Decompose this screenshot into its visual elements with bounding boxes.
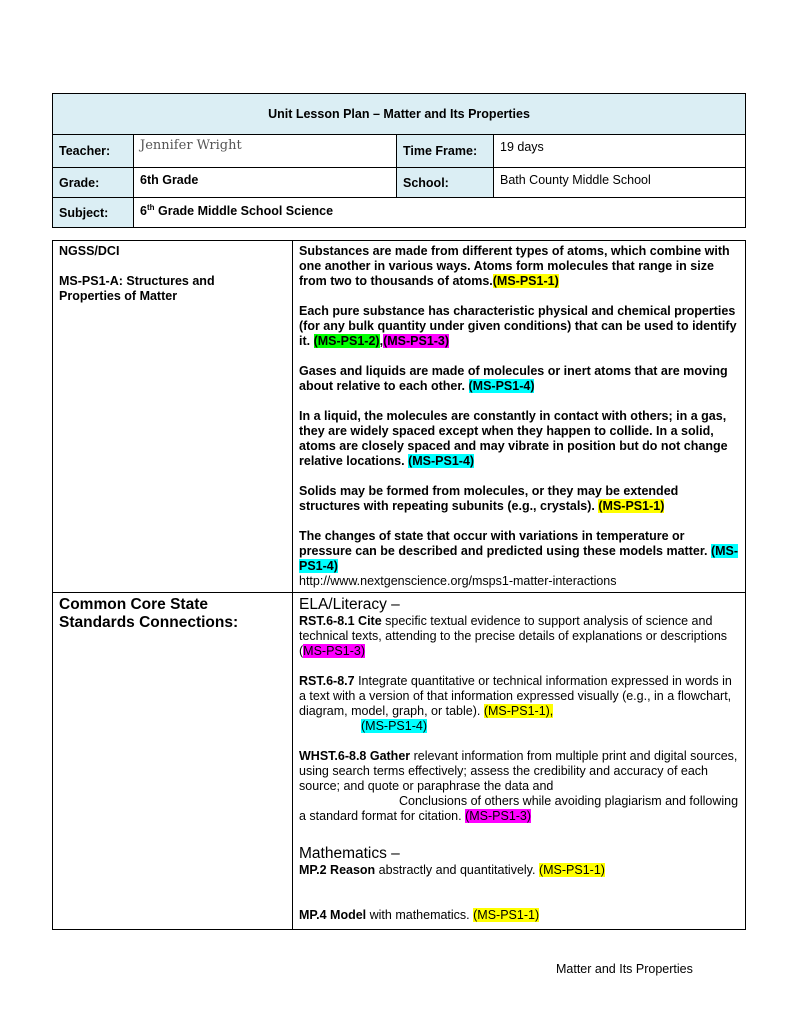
page-footer: Matter and Its Properties: [556, 962, 693, 976]
whst8-continued: Conclusions of others while avoiding plagiarism and following a standard format for citation. (MS-PS1-3): [299, 794, 739, 823]
ela-heading: ELA/Literacy –: [299, 596, 400, 613]
ngss-paragraph-5: Solids may be formed from molecules, or they may be extended structures with repeating subunits (e.g., crystals). (MS-PS1-1): [299, 484, 679, 513]
rst7-standard: RST.6-8.7 Integrate quantitative or technical information expressed in words in a text with a version of that information expressed visually (e.g., in a flowchart, diagram, model, graph, or table). (MS-PS1-1),: [299, 674, 732, 718]
mp2-standard: MP.2 Reason abstractly and quantitatively. (MS-PS1-1): [299, 863, 605, 877]
school-value: Bath County Middle School: [494, 168, 746, 198]
ngss-paragraph-4: In a liquid, the molecules are constantly in contact with others; in a gas, they are widely spaced except when they happen to collide. In a solid, atoms are closely spaced and may vibrate in position but do not change relative locations. (MS-PS1-4): [299, 409, 728, 468]
rst7-tag-line: [299, 719, 739, 734]
document-title: Unit Lesson Plan – Matter and Its Properties: [53, 94, 746, 135]
standard-tag: (MS-PS1-3): [383, 334, 450, 348]
whst8-standard: WHST.6-8.8 Gather relevant information from multiple print and digital sources, using search terms effectively; assess the credibility and accuracy of each source; and quote or paraphrase the data and: [299, 749, 738, 793]
mp4-standard: MP.4 Model with mathematics. (MS-PS1-1): [299, 908, 540, 922]
timeframe-label: Time Frame:: [397, 135, 494, 168]
standard-tag: (MS-PS1-1): [538, 863, 605, 877]
ngss-paragraph-2: Each pure substance has characteristic physical and chemical properties (for any bulk quantity under given conditions) that can be used to identify it. (MS-PS1-2),(MS-PS1-3): [299, 304, 737, 348]
standards-table: [52, 240, 746, 930]
ngss-paragraph-6: The changes of state that occur with variations in temperature or pressure can be described and predicted using these models matter. (MS-PS1-4): [299, 529, 739, 573]
ngss-cell: [53, 241, 293, 593]
grade-label: Grade:: [53, 168, 134, 198]
header-table: [52, 93, 746, 228]
subject-label: Subject:: [53, 198, 134, 228]
school-label: School:: [397, 168, 494, 198]
rst1-standard: RST.6-8.1 Cite specific textual evidence to support analysis of science and technical texts, attending to the precise details of explanations or descriptions (MS-PS1-3): [299, 614, 728, 658]
standard-tag: (MS-PS1-1): [473, 908, 540, 922]
teacher-value: Jennifer Wright: [140, 138, 242, 153]
grade-value: 6th Grade: [134, 168, 397, 198]
ngss-title: NGSS/DCI: [59, 244, 120, 258]
ccss-title: Common Core State Standards Connections:: [59, 596, 239, 631]
ngss-subtitle: MS-PS1-A: Structures and Properties of Matter: [59, 274, 215, 303]
standard-tag: (MS-PS1-1),: [483, 704, 554, 718]
ccss-cell: [53, 593, 293, 930]
teacher-label: Teacher:: [53, 135, 134, 168]
ngss-content: [293, 241, 746, 593]
standard-tag: (MS-PS1-1): [492, 274, 559, 288]
standard-tag: (MS-PS1-2): [313, 334, 380, 348]
ccss-content: [293, 593, 746, 930]
math-heading: Mathematics –: [299, 845, 400, 862]
standard-tag: (MS-PS1-1): [598, 499, 665, 513]
ngss-link[interactable]: http://www.nextgenscience.org/msps1-matter-interactions: [299, 574, 617, 588]
standard-tag: (MS-PS1-4): [408, 454, 475, 468]
standard-tag: (MS-PS1-4): [468, 379, 535, 393]
ngss-paragraph-3: Gases and liquids are made of molecules or inert atoms that are moving about relative to each other. (MS-PS1-4): [299, 364, 728, 393]
ngss-paragraph-1: Substances are made from different types of atoms, which combine with one another in various ways. Atoms form molecules that range in size from two to thousands of atoms.(MS-PS1-1): [299, 244, 730, 288]
timeframe-value: 19 days: [494, 135, 746, 168]
standard-tag: (MS-PS1-4): [299, 544, 739, 573]
standard-tag: (MS-PS1-3): [465, 809, 532, 823]
standard-tag: MS-PS1-3): [303, 644, 365, 658]
subject-value: 6th Grade Middle School Science: [134, 198, 746, 228]
standard-tag: (MS-PS1-4): [361, 719, 427, 733]
